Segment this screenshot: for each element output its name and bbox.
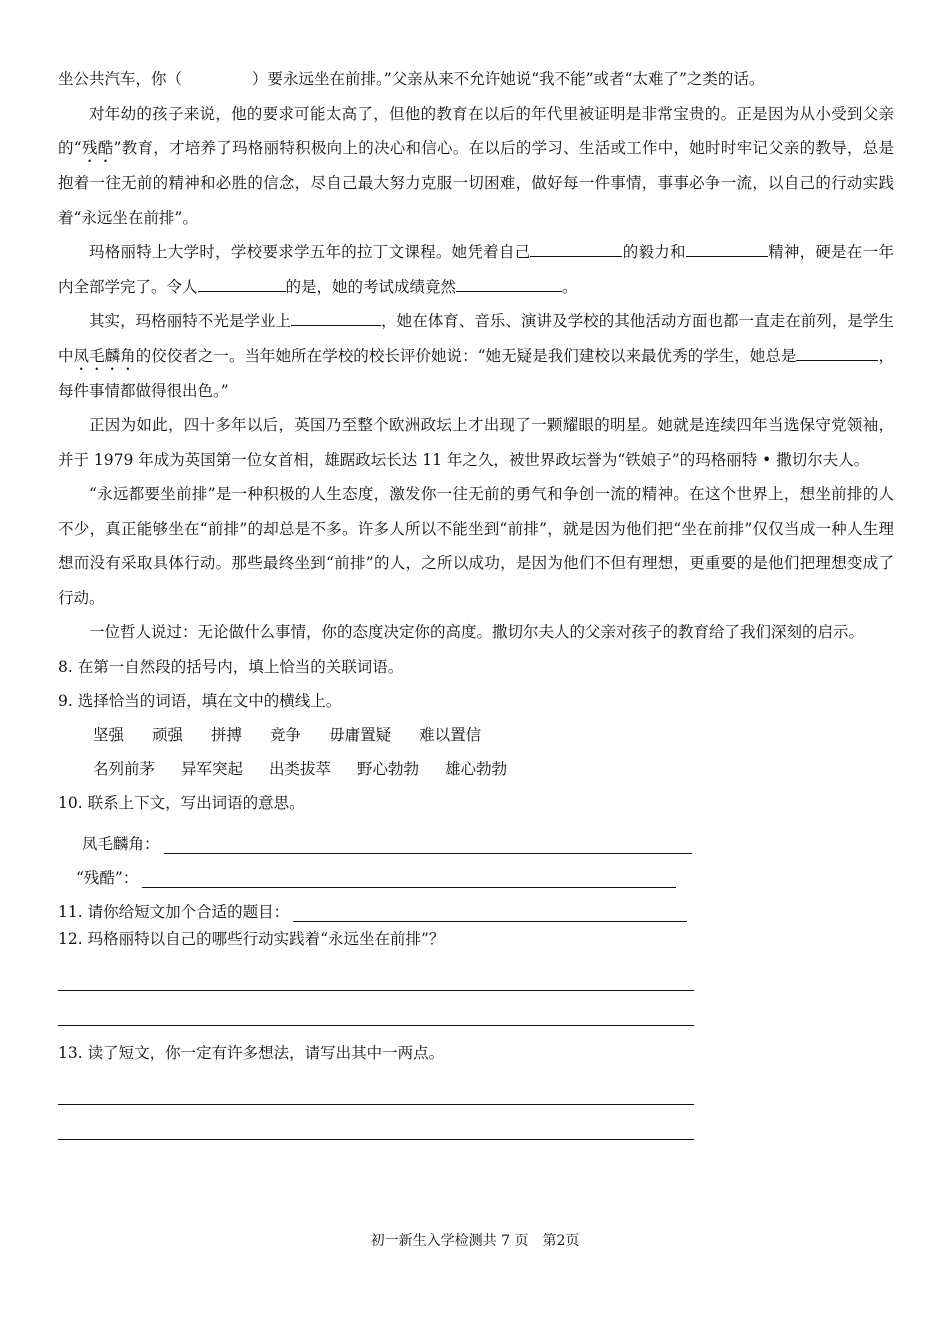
q10-answer-line-2[interactable] [142,865,676,888]
paragraph-6: “永远都要坐前排”是一种积极的人生态度，激发你一往无前的勇气和争创一流的精神。在这个世界上，想坐前排的人不少，真正能够坐在“前排”的却总是不多。许多人所以不能坐到“前排”，就是因为他们把“坐在前排”仅仅当成一种人生理想而没有采取具体行动。那些最终坐到“前排”的人，之所以成功，是因为他们不但有理想，更重要的是他们把理想变成了行动。 [58,485,894,607]
question-10: 10. 联系上下文，写出词语的意思。 [58,793,305,812]
page-footer: 初一新生入学检测共 7 页 第2页 [370,1233,580,1249]
q10-item-2-label: “残酷”： [76,868,139,887]
blank-6[interactable] [796,342,878,361]
blank-3[interactable] [198,273,286,292]
word-option: 异军突起 [181,759,244,778]
text: 。 [562,277,578,296]
word-bank-row-2 [58,752,894,786]
word-option: 顽强 [152,725,184,744]
text: 精神，硬是在一年内全部学完了。令人 [58,243,894,296]
word-option: 毋庸置疑 [329,725,392,744]
text: 其实，玛格丽特不光是学业上 [89,312,292,330]
paragraph-5: 正因为如此，四十多年以后，英国乃至整个欧洲政坛上才出现了一颗耀眼的明星。她就是连续四年当选保守党领袖，并于 1979 年成为英国第一位女首相，雄踞政坛长达 11 年之久，被世界政坛誉为“铁娘子”的玛格丽特 • 撒切尔夫人。 [58,416,894,469]
question-9: 9. 选择恰当的词语，填在文中的横线上。 [58,691,342,710]
q11-answer-line[interactable] [293,899,687,922]
text: ，每件事情都做得很出色。” [58,346,894,400]
q10-answer-line-1[interactable] [164,831,692,854]
word-option: 坚强 [93,725,125,744]
paragraph-7: 一位哲人说过：无论做什么事情，你的态度决定你的高度。撒切尔夫人的父亲对孩子的教育给了我们深刻的启示。 [89,623,865,641]
q13-answer-line-1[interactable] [58,1070,694,1105]
blank-1[interactable] [530,238,622,257]
text: 玛格丽特上大学时，学校要求学五年的拉丁文课程。她凭着自己 [89,243,531,261]
question-13: 13. 读了短文，你一定有许多想法，请写出其中一两点。 [58,1043,445,1062]
q12-answer-line-2[interactable] [58,991,694,1026]
word-option: 竞争 [270,725,302,744]
blank-4[interactable] [456,273,562,292]
blank-5[interactable] [291,307,381,326]
word-option: 难以置信 [419,725,482,744]
text: 坐公共汽车，你（ [58,70,183,88]
blank-2[interactable] [686,238,768,257]
word-option: 出类拔萃 [269,759,332,778]
word-option: 野心勃勃 [357,759,420,778]
word-option: 名列前茅 [93,759,156,778]
q10-item-1 [58,820,894,854]
text: 的是，她的考试成绩竟然 [285,277,457,296]
question-11-text: 11. 请你给短文加个合适的题目： [58,902,290,921]
text: ，她在体育、音乐、演讲及学校的其他活动方面也都一直走在前列，是学生中 [58,312,894,365]
dotted-word: 凤毛麟角 [73,346,136,365]
text: ）要永远坐在前排。”父亲从来不允许她说“我不能”或者“太难了”之类的话。 [252,70,765,88]
paragraph-3 [58,235,894,304]
question-12: 12. 玛格丽特以自己的哪些行动实践着“永远坐在前排”？ [58,929,445,948]
text: 对年幼的孩子来说，他的要求可能太高了，但他的教育在以后的年代里被证明是非常宝贵的。正是因为从小受到父亲的“ [58,104,894,157]
text: 的佼佼者之一。当年她所在学校的校长评价她说：“她无疑是我们建校以来最优秀的学生，她总是 [135,346,797,365]
q12-answer-line-1[interactable] [58,956,694,991]
word-option: 拼搏 [211,725,243,744]
question-11 [58,888,894,922]
word-option: 雄心勃勃 [445,759,508,778]
q13-answer-line-2[interactable] [58,1105,694,1140]
q10-item-2 [58,854,894,888]
paragraph-1 [58,62,894,97]
question-8: 8. 在第一自然段的括号内，填上恰当的关联词语。 [58,657,404,676]
q10-item-1-label: 凤毛麟角： [82,834,160,853]
text: 的毅力和 [622,243,686,261]
text: ”教育，才培养了玛格丽特积极向上的决心和信心。在以后的学习、生活或工作中，她时时牢记父亲的教导，总是抱着一往无前的精神和必胜的信念，尽自己最大努力克服一切困难，做好每一件事情，事事必争一流，以自己的行动实践着“永远坐在前排”。 [58,139,894,227]
paragraph-2 [58,97,894,236]
document-page [58,62,894,1140]
word-bank-row-1 [58,718,894,752]
paragraph-4 [58,304,894,408]
dotted-word: 残酷 [81,139,114,157]
